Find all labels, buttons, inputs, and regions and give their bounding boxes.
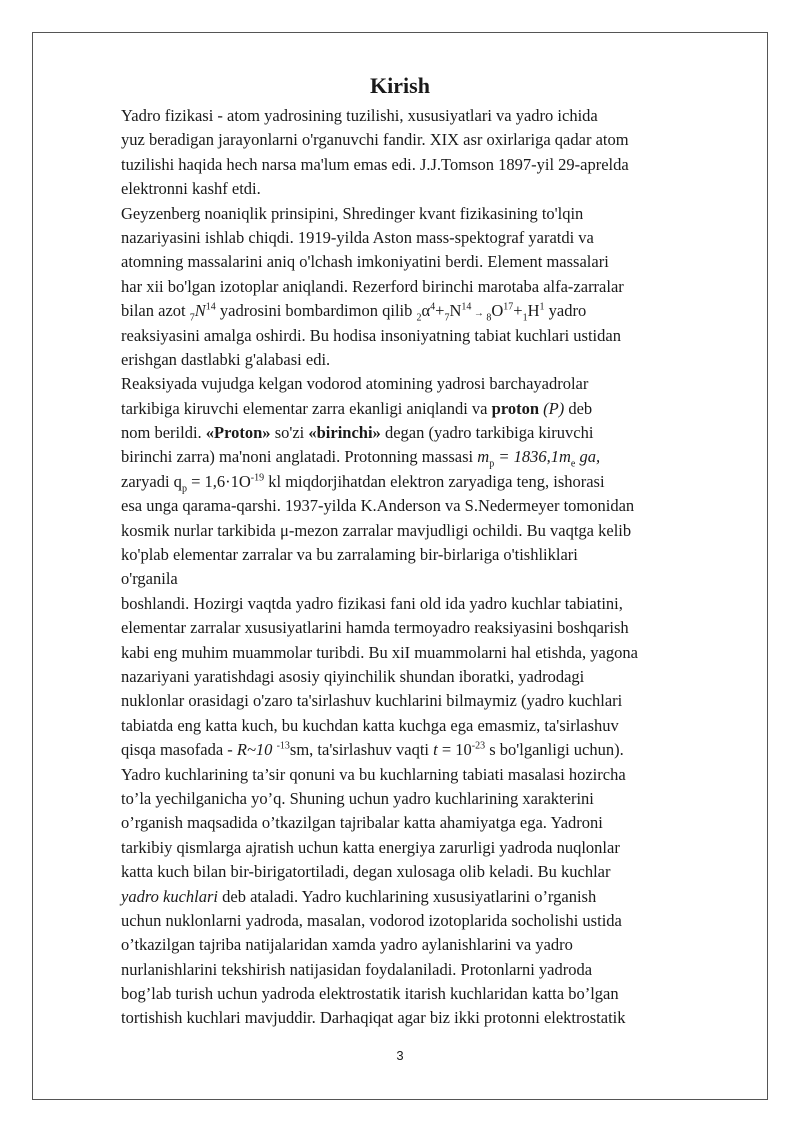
bold-term: «Proton» <box>205 423 271 443</box>
text-line: katta kuch bilan bir-birigatortiladi, degan xulosaga olib keladi. Bu kuchlar <box>121 862 611 882</box>
bold-term: «birinchi» <box>308 423 381 443</box>
text-line: o’tkazilgan tajriba natijalaridan xamda yadro aylanishlarini va yadro <box>121 935 573 955</box>
text-line: kabi eng muhim muammolar turibdi. Bu xiI muammolarni hal etishda, yagona <box>121 642 638 662</box>
text-line: elementar zarralar xususiyatlarini hamda termoyadro reaksiyasini boshqarish <box>121 618 629 638</box>
text-segment: nom berildi. <box>121 423 206 443</box>
text-line: tarkibiy qismlarga ajratish uchun katta energiya zarurligi yadroda nuqlonlar <box>121 837 620 857</box>
subscript: p <box>489 458 495 470</box>
text-segment: yadrosini bombardimon qilib <box>215 301 417 321</box>
bold-term: proton <box>491 398 540 418</box>
formula-symbol: t <box>433 740 438 760</box>
proton-charge-line <box>121 470 721 494</box>
text-segment: degan (yadro tarkibiga kiruvchi <box>380 423 594 443</box>
subscript: 8 <box>486 312 492 324</box>
page-number: 3 <box>396 1048 404 1063</box>
text-line: o'rganila <box>121 569 178 589</box>
text-line <box>121 397 721 421</box>
text-line: o’rganish maqsadida o’tkazilgan tajribalar katta ahamiyatga ega. Yadroni <box>121 813 603 833</box>
text-segment: qisqa masofada - <box>121 740 237 760</box>
text-line: esa unga qarama-qarshi. 1937-yilda K.Anderson va S.Nedermeyer tomonidan <box>121 496 635 516</box>
nuclear-reaction-line <box>121 299 721 323</box>
text-segment: tarkibiga kiruvchi elementar zarra ekanligi aniqlandi va <box>121 398 492 418</box>
subscript: 7 <box>444 312 450 324</box>
text-line: yuz beradigan jarayonlarni o'rganuvchi fandir. XIX asr oxirlariga qadar atom <box>121 130 629 150</box>
formula-symbol: m <box>477 447 490 467</box>
text-segment: zaryadi q <box>121 471 182 491</box>
text-segment: s bo'lganligi uchun). <box>485 740 624 760</box>
proton-mass-line <box>121 445 721 469</box>
text-segment: so'zi <box>270 423 309 443</box>
text-line: elektronni kashf etdi. <box>121 179 261 199</box>
text-line: tuzilishi haqida hech narsa ma'lum emas edi. J.J.Tomson 1897-yil 29-aprelda <box>121 154 629 174</box>
formula-symbol: = 1836,1m <box>494 447 571 467</box>
formula-symbol: H <box>527 301 540 321</box>
text-line: bog’lab turish uchun yadroda elektrostatik itarish kuchlaridan katta bo’lgan <box>121 984 619 1004</box>
text-segment: ga, <box>575 447 601 467</box>
text-line: atomning massalarini aniq o'lchash imkoniyatini berdi. Element massalari <box>121 252 609 272</box>
subscript: 2 <box>416 312 422 324</box>
text-line: nurlanishlarini tekshirish natijasidan foydalaniladi. Protonlarni yadroda <box>121 959 593 979</box>
text-line: tabiatda eng katta kuch, bu kuchdan katta kuchga ega emasmiz, ta'sirlashuv <box>121 715 619 735</box>
interaction-range-line <box>121 738 721 762</box>
text-line: reaksiyasini amalga oshirdi. Bu hodisa insoniyatning tabiat kuchlari ustidan <box>121 325 621 345</box>
arrow-symbol: → <box>471 308 487 320</box>
formula-symbol: R~10 <box>236 740 277 760</box>
formula-symbol: + <box>435 301 445 321</box>
superscript: 1 <box>539 301 545 313</box>
text-line: tortishish kuchlari mavjuddir. Darhaqiqat agar biz ikki protonni elektrostatik <box>121 1008 626 1028</box>
text-line: nuklonlar orasidagi o'zaro ta'sirlashuv kuchlarini bilmaymiz (yadro kuchlari <box>121 691 623 711</box>
text-segment: sm, ta'sirlashuv vaqti <box>289 740 434 760</box>
italic-term: yadro kuchlari <box>121 886 218 906</box>
subscript: 1 <box>522 312 528 324</box>
text-segment: = 1,6·1O <box>186 471 251 491</box>
formula-symbol: N <box>449 301 462 321</box>
text-line <box>121 885 721 909</box>
text-line: uchun nuklonlarni yadroda, masalan, vodorod izotoplarida socholishi ustida <box>121 910 622 930</box>
text-line <box>121 421 721 445</box>
text-segment: kl miqdorjihatdan elektron zaryadiga teng, ishorasi <box>264 471 605 491</box>
subscript: p <box>181 483 187 495</box>
text-line: har xii bo'lgan izotoplar aniqlandi. Rezerford birinchi marotaba alfa-zarralar <box>121 276 624 296</box>
text-line: Yadro fizikasi - atom yadrosining tuzilishi, xususiyatlari va yadro ichida <box>121 106 598 125</box>
superscript: -23 <box>471 740 486 752</box>
italic-term: (P) <box>539 398 565 418</box>
subscript: 7 <box>189 312 195 324</box>
formula-symbol: O <box>491 301 504 321</box>
superscript: 4 <box>430 301 436 313</box>
superscript: -13 <box>276 740 290 752</box>
text-line: Geyzenberg noaniqlik prinsipini, Shredinger kvant fizikasining to'lqin <box>121 203 584 223</box>
subscript: e <box>570 458 576 470</box>
superscript: 14 <box>461 301 472 313</box>
superscript: 14 <box>205 301 216 313</box>
page-title: Kirish <box>370 73 430 98</box>
text-segment: deb <box>564 398 593 418</box>
formula-symbol: + <box>513 301 523 321</box>
document-body <box>121 104 721 1031</box>
formula-symbol: N <box>194 301 206 321</box>
text-segment: yadro <box>544 301 587 321</box>
text-line: Yadro kuchlarining ta’sir qonuni va bu kuchlarning tabiati masalasi hozircha <box>121 764 626 784</box>
text-line: nazariyasini ishlab chiqdi. 1919-yilda Aston mass-spektograf yaratdi va <box>121 227 594 247</box>
text-line: to’la yechilganicha yo’q. Shuning uchun yadro kuchlarining xarakterini <box>121 788 594 808</box>
superscript: -19 <box>250 472 265 484</box>
text-segment: deb ataladi. Yadro kuchlarining xususiyatlarini o’rganish <box>218 886 597 906</box>
text-line: boshlandi. Hozirgi vaqtda yadro fizikasi fani old ida yadro kuchlar tabiatini, <box>121 593 623 613</box>
text-line: ko'plab elementar zarralar va bu zarralaming bir-birlariga o'tishliklari <box>121 545 578 565</box>
text-segment: bilan azot <box>121 301 190 321</box>
text-segment: birinchi zarra) ma'noni anglatadi. Protonning massasi <box>121 447 478 467</box>
superscript: 17 <box>503 301 514 313</box>
formula-symbol: α <box>421 301 431 321</box>
text-line: Reaksiyada vujudga kelgan vodorod atomining yadrosi barchayadrolar <box>121 374 589 394</box>
text-segment: = 10 <box>437 740 472 760</box>
text-line: erishgan dastlabki g'alabasi edi. <box>121 349 331 369</box>
text-line: nazariyani yaratishdagi asosiy qiyinchilik shundan iboratki, yadrodagi <box>121 666 585 686</box>
text-line: kosmik nurlar tarkibida μ-mezon zarralar mavjudligi ochildi. Bu vaqtga kelib <box>121 520 632 540</box>
